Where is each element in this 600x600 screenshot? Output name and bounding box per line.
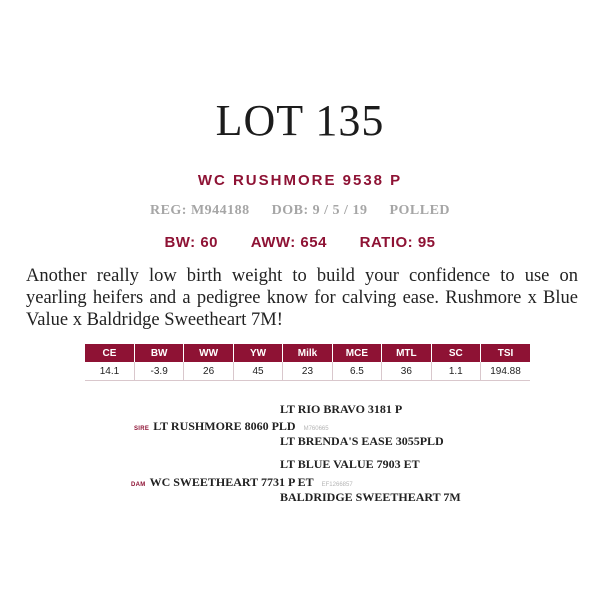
lot-description: Another really low birth weight to build your confidence to use on yearling heifers and a pedigree know for calving ease. Rushmore x Blue Value x Baldridge Sweetheart 7M! [26,266,578,330]
epd-value-ww: 26 [184,362,233,381]
epd-header-yw: YW [233,344,282,362]
epd-value-ce: 14.1 [85,362,134,381]
polled-status: POLLED [389,203,451,218]
epd-value-mce: 6.5 [332,362,381,381]
sire-line [134,417,329,435]
epd-header-row [85,344,530,362]
date-of-birth: DOB: 9 / 5 / 19 [271,203,368,218]
epd-value-row [85,362,530,381]
dam-dam-name: BALDRIDGE SWEETHEART 7M [280,490,461,504]
sire-dam-name: LT BRENDA'S EASE 3055PLD [280,434,444,448]
dam-name: WC SWEETHEART 7731 P ET [149,475,314,489]
epd-table [85,344,530,381]
epd-value-bw: -3.9 [134,362,183,381]
epd-header-mtl: MTL [382,344,431,362]
dam-line [131,473,353,491]
sire-name: LT RUSHMORE 8060 PLD [153,419,296,433]
lot-title: LOT 135 [215,96,385,145]
epd-header-sc: SC [431,344,480,362]
epd-header-tsi: TSI [481,344,531,362]
epd-header-ww: WW [184,344,233,362]
adjusted-weaning-weight: AWW: 654 [250,234,327,251]
epd-value-mtl: 36 [382,362,431,381]
birth-weight: BW: 60 [164,234,219,251]
dam-reg-number: EF1266857 [321,482,353,488]
epd-value-tsi: 194.88 [481,362,531,381]
epd-value-yw: 45 [233,362,282,381]
epd-header-mce: MCE [332,344,381,362]
sire-tag: SIRE [134,426,150,432]
epd-header-ce: CE [85,344,134,362]
sire-reg-number: M760665 [303,426,329,432]
epd-value-sc: 1.1 [431,362,480,381]
dam-sire-name: LT BLUE VALUE 7903 ET [280,457,420,471]
weight-ratio: RATIO: 95 [359,234,436,251]
weights-line [0,234,600,251]
registration-info [0,203,600,219]
animal-name: WC RUSHMORE 9538 P [197,172,403,189]
epd-value-milk: 23 [283,362,332,381]
epd-header-milk: Milk [283,344,332,362]
sire-sire-name: LT RIO BRAVO 3181 P [280,402,403,416]
dam-tag: DAM [131,482,146,488]
reg-number: REG: M944188 [149,203,250,218]
epd-header-bw: BW [134,344,183,362]
